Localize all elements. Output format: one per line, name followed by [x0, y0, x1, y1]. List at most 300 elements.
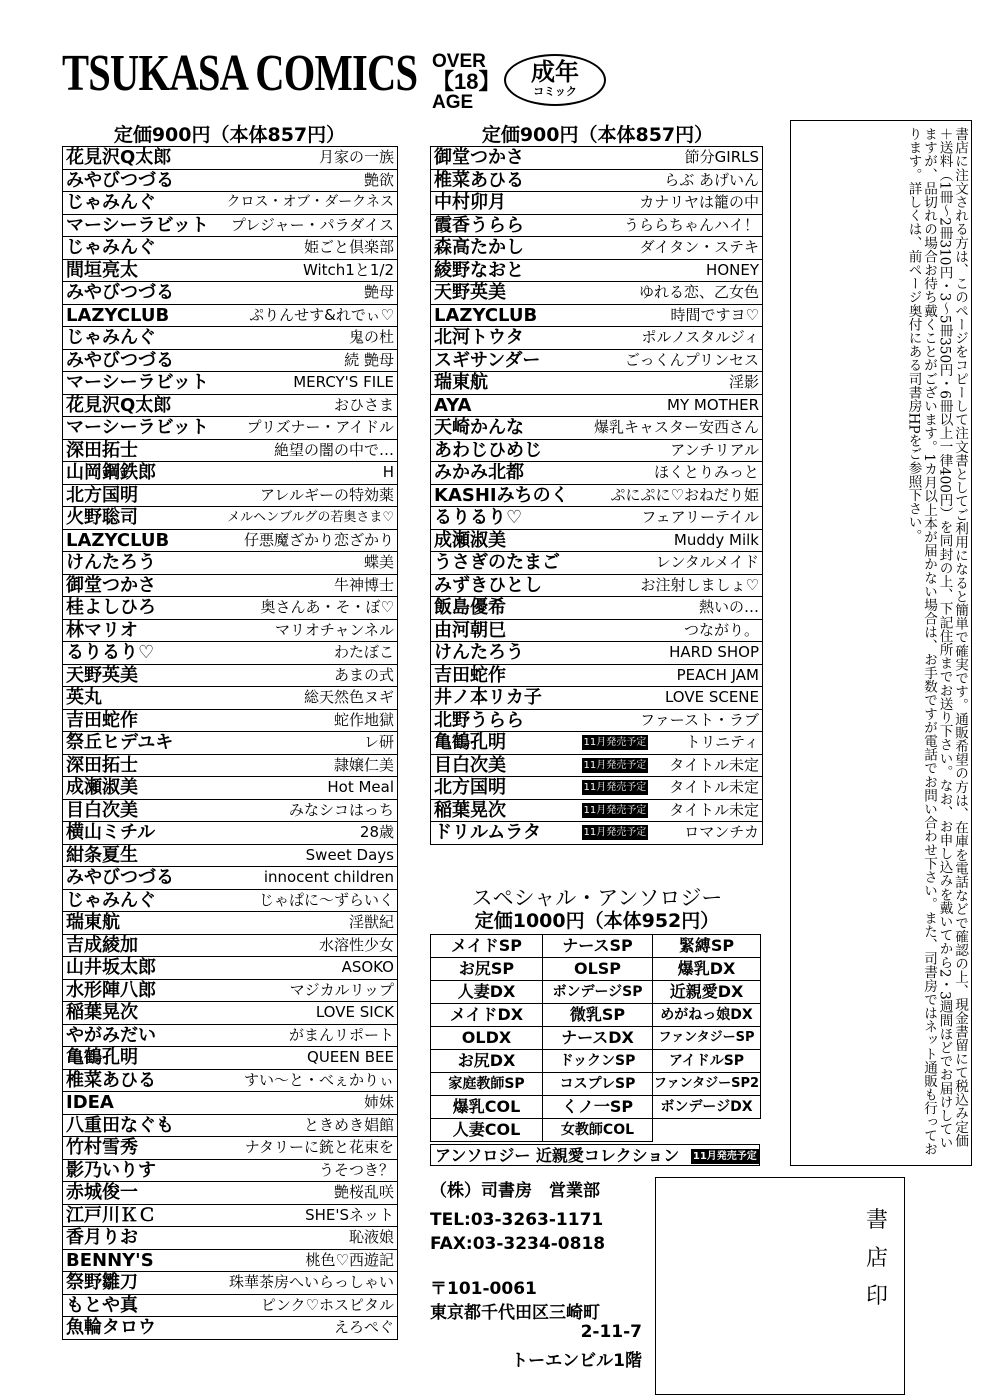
book-title: LOVE SICK: [221, 1002, 398, 1025]
book-title: タイトル未定: [669, 800, 759, 819]
bookstore-stamp-label: 書店印: [865, 1208, 888, 1309]
mail-order-notice: [790, 120, 972, 1166]
book-title: らぶ あげいん: [579, 169, 763, 192]
table-row: [63, 709, 398, 732]
author-name: 稲葉晃次: [431, 799, 579, 822]
table-row: [63, 687, 398, 710]
author-name: 椎菜あひる: [431, 169, 579, 192]
table-row: [431, 259, 763, 282]
book-title: 艶欲: [221, 169, 398, 192]
table-row: [431, 529, 763, 552]
author-name: みやびつづる: [63, 282, 221, 305]
book-title: Sweet Days: [221, 844, 398, 867]
address-line-1: 東京都千代田区三崎町: [430, 1303, 600, 1323]
anthology-item: ボンデージSP: [543, 981, 653, 1004]
author-name: 桂よしひろ: [63, 597, 221, 620]
author-name: 目白次美: [431, 754, 579, 777]
book-title: レ研: [221, 732, 398, 755]
table-row: [63, 1069, 398, 1092]
author-name: 深田拓士: [63, 754, 221, 777]
anthology-item: ファンタジーSP: [653, 1027, 761, 1050]
table-row: [431, 237, 763, 260]
table-row: [63, 777, 398, 800]
anthology-item: 近親愛DX: [653, 981, 761, 1004]
table-row: [63, 439, 398, 462]
price-right: 定価900円（本体857円）: [481, 124, 714, 146]
book-title: ときめき娼館: [221, 1114, 398, 1137]
table-row: [63, 844, 398, 867]
author-name: 北野うらら: [431, 709, 579, 732]
table-row: [63, 192, 398, 215]
table-row: [63, 417, 398, 440]
age-badge: [432, 51, 501, 113]
anthology-item: 爆乳DX: [653, 958, 761, 981]
author-name: もとや真: [63, 1294, 221, 1317]
table-row: [63, 214, 398, 237]
scheduled-badge: 11月発売予定: [583, 827, 647, 839]
table-row: [63, 642, 398, 665]
book-title: ナタリーに銃と花束を: [221, 1137, 398, 1160]
age-line-2: 【18】: [432, 69, 501, 94]
left-title-list: [62, 146, 398, 1340]
anthology-row: [431, 1027, 761, 1050]
author-name: 花見沢Q太郎: [63, 147, 221, 170]
table-row: [431, 214, 763, 237]
table-row: [63, 169, 398, 192]
author-name: 深田拓士: [63, 439, 221, 462]
author-name: BENNY'S: [63, 1249, 221, 1272]
author-name: LAZYCLUB: [63, 304, 221, 327]
author-name: 由河朝巳: [431, 619, 579, 642]
table-row: [431, 147, 763, 170]
seal-sub-text: コミック: [533, 85, 577, 98]
table-row: [63, 889, 398, 912]
price-left: 定価900円（本体857円）: [113, 124, 346, 146]
table-row: [431, 687, 763, 710]
book-title: H: [221, 462, 398, 485]
author-name: みやびつづる: [63, 867, 221, 890]
author-name: 香月りお: [63, 1227, 221, 1250]
author-name: ドリルムラタ: [431, 822, 579, 845]
book-title: MERCY'S FILE: [221, 372, 398, 395]
author-name: 吉成綾加: [63, 934, 221, 957]
table-row: [431, 799, 763, 822]
special-anthology-title: スペシャル・アンソロジー: [471, 886, 723, 910]
table-row: [63, 979, 398, 1002]
book-title: すい〜と・べぇかりぃ: [221, 1069, 398, 1092]
book-title: innocent children: [221, 867, 398, 890]
author-name: 亀鶴孔明: [63, 1047, 221, 1070]
table-row: [63, 394, 398, 417]
author-name: 亀鶴孔明: [431, 732, 579, 755]
book-title-cell: [579, 822, 763, 845]
book-title: 続 艶母: [221, 349, 398, 372]
author-name: 北河トウタ: [431, 327, 579, 350]
book-title: Hot Meal: [221, 777, 398, 800]
special-anthology-grid: [430, 934, 761, 1142]
author-name: じゃみんぐ: [63, 192, 221, 215]
author-name: みずきひとし: [431, 574, 579, 597]
book-title: HONEY: [579, 259, 763, 282]
book-title: 恥液娘: [221, 1227, 398, 1250]
table-row: [63, 1137, 398, 1160]
author-name: マーシーラビット: [63, 214, 221, 237]
anthology-item: ナースDX: [543, 1027, 653, 1050]
scheduled-badge: 11月発売予定: [692, 1151, 757, 1162]
table-row: [63, 552, 398, 575]
anthology-item: めがねっ娘DX: [653, 1004, 761, 1027]
scheduled-badge: 11月発売予定: [583, 759, 647, 771]
fax-number: FAX:03-3234-0818: [430, 1234, 606, 1254]
table-row: [431, 777, 763, 800]
anthology-row: [431, 935, 761, 958]
anthology-item: 人妻COL: [431, 1119, 543, 1142]
book-title: 淫獣紀: [221, 912, 398, 935]
author-name: 英丸: [63, 687, 221, 710]
book-title: LOVE SCENE: [579, 687, 763, 710]
book-title: フェアリーテイル: [579, 507, 763, 530]
book-title: ぷりんせす&れでぃ♡: [221, 304, 398, 327]
right-title-list: [430, 146, 763, 845]
table-row: [63, 732, 398, 755]
table-row: [63, 1024, 398, 1047]
book-title: マジカルリップ: [221, 979, 398, 1002]
book-title: トリニティ: [685, 733, 759, 752]
table-row: [63, 349, 398, 372]
book-title: 蛇作地獄: [221, 709, 398, 732]
book-title-cell: [579, 732, 763, 755]
author-name: マーシーラビット: [63, 372, 221, 395]
table-row: [63, 1114, 398, 1137]
table-row: [63, 282, 398, 305]
table-row: [63, 799, 398, 822]
table-row: [431, 754, 763, 777]
author-name: 目白次美: [63, 799, 221, 822]
author-name: 竹村雪秀: [63, 1137, 221, 1160]
author-name: 赤城俊一: [63, 1182, 221, 1205]
table-row: [431, 192, 763, 215]
author-name: 稲葉晃次: [63, 1002, 221, 1025]
book-title: 珠華茶房へいらっしゃい: [221, 1272, 398, 1295]
table-row: [63, 1159, 398, 1182]
table-row: [431, 282, 763, 305]
author-name: 紺条夏生: [63, 844, 221, 867]
author-name: 祭丘ヒデユキ: [63, 732, 221, 755]
table-row: [63, 934, 398, 957]
book-title: 仔悪魔ざかり恋ざかり: [221, 529, 398, 552]
table-row: [431, 169, 763, 192]
table-row: [63, 1092, 398, 1115]
scheduled-badge: 11月発売予定: [583, 804, 647, 816]
anthology-item: コスプレSP: [543, 1073, 653, 1096]
table-row: [431, 552, 763, 575]
book-title: 爆乳キャスター安西さん: [579, 417, 763, 440]
table-row: [431, 417, 763, 440]
anthology-item: くノ一SP: [543, 1096, 653, 1119]
book-title: おひさま: [221, 394, 398, 417]
table-row: [431, 462, 763, 485]
table-row: [431, 732, 763, 755]
author-name: KASHIみちのく: [431, 484, 579, 507]
author-name: みやびつづる: [63, 169, 221, 192]
anthology-item: お尻SP: [431, 958, 543, 981]
book-title: プレジャー・パラダイス: [221, 214, 398, 237]
book-title: PEACH JAM: [579, 664, 763, 687]
table-row: [63, 822, 398, 845]
book-title: うららちゃんハイ！: [579, 214, 763, 237]
author-name: 水形陣八郎: [63, 979, 221, 1002]
seal-main-text: 成年: [531, 58, 579, 86]
table-row: [431, 327, 763, 350]
anthology-item: ドックンSP: [543, 1050, 653, 1073]
author-name: 山岡鋼鉄郎: [63, 462, 221, 485]
table-row: [63, 507, 398, 530]
book-title: 月家の一族: [221, 147, 398, 170]
book-title: 艶桜乱咲: [221, 1182, 398, 1205]
author-name: 江戸川ＫＣ: [63, 1204, 221, 1227]
book-title: メルヘンブルグの若奥さま♡: [221, 507, 398, 530]
book-title: アンチリアル: [579, 439, 763, 462]
author-name: うさぎのたまご: [431, 552, 579, 575]
author-name: 森高たかし: [431, 237, 579, 260]
table-row: [63, 1294, 398, 1317]
author-name: 井ノ本リカ子: [431, 687, 579, 710]
author-name: 林マリオ: [63, 619, 221, 642]
book-title-cell: [579, 799, 763, 822]
anthology-item: 微乳SP: [543, 1004, 653, 1027]
anthology-row: [431, 1096, 761, 1119]
author-name: やがみだい: [63, 1024, 221, 1047]
anthology-item: ボンデージDX: [653, 1096, 761, 1119]
book-title: プリズナー・アイドル: [221, 417, 398, 440]
table-row: [431, 574, 763, 597]
author-name: 山井坂太郎: [63, 957, 221, 980]
author-name: るりるり♡: [431, 507, 579, 530]
book-title: 隷嬢仁美: [221, 754, 398, 777]
table-row: [63, 619, 398, 642]
book-title: ごっくんプリンセス: [579, 349, 763, 372]
book-title-cell: [579, 754, 763, 777]
scheduled-badge: 11月発売予定: [583, 737, 647, 749]
table-row: [63, 1002, 398, 1025]
anthology-collection-row: [430, 1144, 760, 1166]
brand-title: TSUKASA COMICS: [62, 45, 418, 102]
anthology-row: [431, 1004, 761, 1027]
table-row: [63, 1249, 398, 1272]
bookstore-stamp-box: [655, 1177, 905, 1395]
book-title: 姉妹: [221, 1092, 398, 1115]
address-line-3: トーエンビル1階: [511, 1351, 642, 1371]
author-name: じゃみんぐ: [63, 889, 221, 912]
table-row: [63, 304, 398, 327]
book-title: ぷにぷに♡おねだり姫: [579, 484, 763, 507]
anthology-item: 爆乳COL: [431, 1096, 543, 1119]
table-row: [63, 597, 398, 620]
author-name: 瑞東航: [431, 372, 579, 395]
book-title: アレルギーの特効薬: [221, 484, 398, 507]
book-title: HARD SHOP: [579, 642, 763, 665]
author-name: LAZYCLUB: [431, 304, 579, 327]
author-name: AYA: [431, 394, 579, 417]
book-title: つながり。: [579, 619, 763, 642]
author-name: 中村卯月: [431, 192, 579, 215]
book-title: 節分GIRLS: [579, 147, 763, 170]
author-name: 飯島優希: [431, 597, 579, 620]
table-row: [63, 957, 398, 980]
author-name: 花見沢Q太郎: [63, 394, 221, 417]
table-row: [431, 439, 763, 462]
table-row: [63, 912, 398, 935]
author-name: 天崎かんな: [431, 417, 579, 440]
book-title: あまの式: [221, 664, 398, 687]
book-title: ダイタン・ステキ: [579, 237, 763, 260]
table-row: [63, 529, 398, 552]
book-title: みなシコはっち: [221, 799, 398, 822]
table-row: [431, 507, 763, 530]
anthology-item: メイドSP: [431, 935, 543, 958]
table-row: [63, 754, 398, 777]
age-line-3: AGE: [432, 92, 474, 113]
book-title: 蝶美: [221, 552, 398, 575]
anthology-row: [431, 981, 761, 1004]
book-title: ポルノスタルジィ: [579, 327, 763, 350]
author-name: IDEA: [63, 1092, 221, 1115]
table-row: [431, 709, 763, 732]
book-title: 桃色♡西遊記: [221, 1249, 398, 1272]
author-name: 椎菜あひる: [63, 1069, 221, 1092]
scheduled-badge: 11月発売予定: [583, 782, 647, 794]
table-row: [63, 1227, 398, 1250]
book-title: 絶望の闇の中で…: [221, 439, 398, 462]
anthology-item: [653, 1119, 761, 1142]
table-row: [63, 372, 398, 395]
book-title: タイトル未定: [669, 755, 759, 774]
table-row: [63, 664, 398, 687]
author-name: 横山ミチル: [63, 822, 221, 845]
author-name: 成瀬淑美: [63, 777, 221, 800]
author-name: 吉田蛇作: [431, 664, 579, 687]
author-name: 瑞東航: [63, 912, 221, 935]
table-row: [63, 484, 398, 507]
anthology-item: 女教師COL: [543, 1119, 653, 1142]
author-name: 影乃いりす: [63, 1159, 221, 1182]
book-title: クロス・オブ・ダークネス: [221, 192, 398, 215]
book-title-cell: [579, 777, 763, 800]
book-title: 奥さんあ・そ・ぼ♡: [221, 597, 398, 620]
author-name: じゃみんぐ: [63, 237, 221, 260]
table-row: [431, 619, 763, 642]
table-row: [63, 147, 398, 170]
table-row: [63, 1047, 398, 1070]
anthology-row: [431, 1119, 761, 1142]
book-title: 姫ごと倶楽部: [221, 237, 398, 260]
author-name: けんたろう: [63, 552, 221, 575]
book-title: カナリヤは籠の中: [579, 192, 763, 215]
table-row: [431, 372, 763, 395]
anthology-item: アイドルSP: [653, 1050, 761, 1073]
author-name: 成瀬淑美: [431, 529, 579, 552]
table-row: [63, 1317, 398, 1340]
book-title: Muddy Milk: [579, 529, 763, 552]
book-title: ほくとりみっと: [579, 462, 763, 485]
book-title: ロマンチカ: [684, 823, 759, 842]
book-title: お注射しましょ♡: [579, 574, 763, 597]
book-title: MY MOTHER: [579, 394, 763, 417]
book-title: レンタルメイド: [579, 552, 763, 575]
author-name: マーシーラビット: [63, 417, 221, 440]
table-row: [431, 597, 763, 620]
book-title: 時間ですヨ♡: [579, 304, 763, 327]
anthology-collection-title: アンソロジー 近親愛コレクション: [435, 1146, 680, 1165]
table-row: [63, 462, 398, 485]
author-name: 天野英美: [431, 282, 579, 305]
anthology-item: OLDX: [431, 1027, 543, 1050]
author-name: 八重田なぐも: [63, 1114, 221, 1137]
author-name: 祭野雛刀: [63, 1272, 221, 1295]
author-name: 綾野なおと: [431, 259, 579, 282]
book-title: えろぺぐ: [221, 1317, 398, 1340]
book-title: QUEEN BEE: [221, 1047, 398, 1070]
author-name: LAZYCLUB: [63, 529, 221, 552]
author-name: 北方国明: [63, 484, 221, 507]
book-title: わたぼこ: [221, 642, 398, 665]
tel-number: TEL:03-3263-1171: [430, 1210, 604, 1230]
book-title: 鬼の杜: [221, 327, 398, 350]
address-line-2: 2-11-7: [580, 1322, 642, 1342]
table-row: [431, 349, 763, 372]
author-name: スギサンダー: [431, 349, 579, 372]
anthology-item: ナースSP: [543, 935, 653, 958]
anthology-item: メイドDX: [431, 1004, 543, 1027]
author-name: るりるり♡: [63, 642, 221, 665]
special-price: 定価1000円（本体952円）: [474, 910, 720, 932]
anthology-item: お尻DX: [431, 1050, 543, 1073]
anthology-item: OLSP: [543, 958, 653, 981]
author-name: 霞香うらら: [431, 214, 579, 237]
anthology-row: [431, 1073, 761, 1096]
anthology-item: 人妻DX: [431, 981, 543, 1004]
author-name: 魚輪タロウ: [63, 1317, 221, 1340]
book-title: ピンク♡ホスピタル: [221, 1294, 398, 1317]
author-name: 火野聡司: [63, 507, 221, 530]
table-row: [63, 259, 398, 282]
postal-code: 〒101-0061: [430, 1279, 537, 1299]
book-title: 淫影: [579, 372, 763, 395]
book-title: 熱いの…: [579, 597, 763, 620]
author-name: みやびつづる: [63, 349, 221, 372]
table-row: [63, 1272, 398, 1295]
author-name: あわじひめじ: [431, 439, 579, 462]
author-name: 吉田蛇作: [63, 709, 221, 732]
adult-comic-seal: [504, 54, 606, 106]
book-title: SHE'Sネット: [221, 1204, 398, 1227]
table-row: [431, 394, 763, 417]
table-row: [63, 237, 398, 260]
table-row: [63, 327, 398, 350]
table-row: [63, 1204, 398, 1227]
book-title: 水溶性少女: [221, 934, 398, 957]
book-title: マリオチャンネル: [221, 619, 398, 642]
book-title: 28歳: [221, 822, 398, 845]
table-row: [431, 304, 763, 327]
author-name: 間垣亮太: [63, 259, 221, 282]
age-line-1: OVER: [432, 51, 486, 72]
table-row: [431, 642, 763, 665]
table-row: [431, 822, 763, 845]
author-name: けんたろう: [431, 642, 579, 665]
author-name: みかみ北都: [431, 462, 579, 485]
author-name: 御堂つかさ: [63, 574, 221, 597]
